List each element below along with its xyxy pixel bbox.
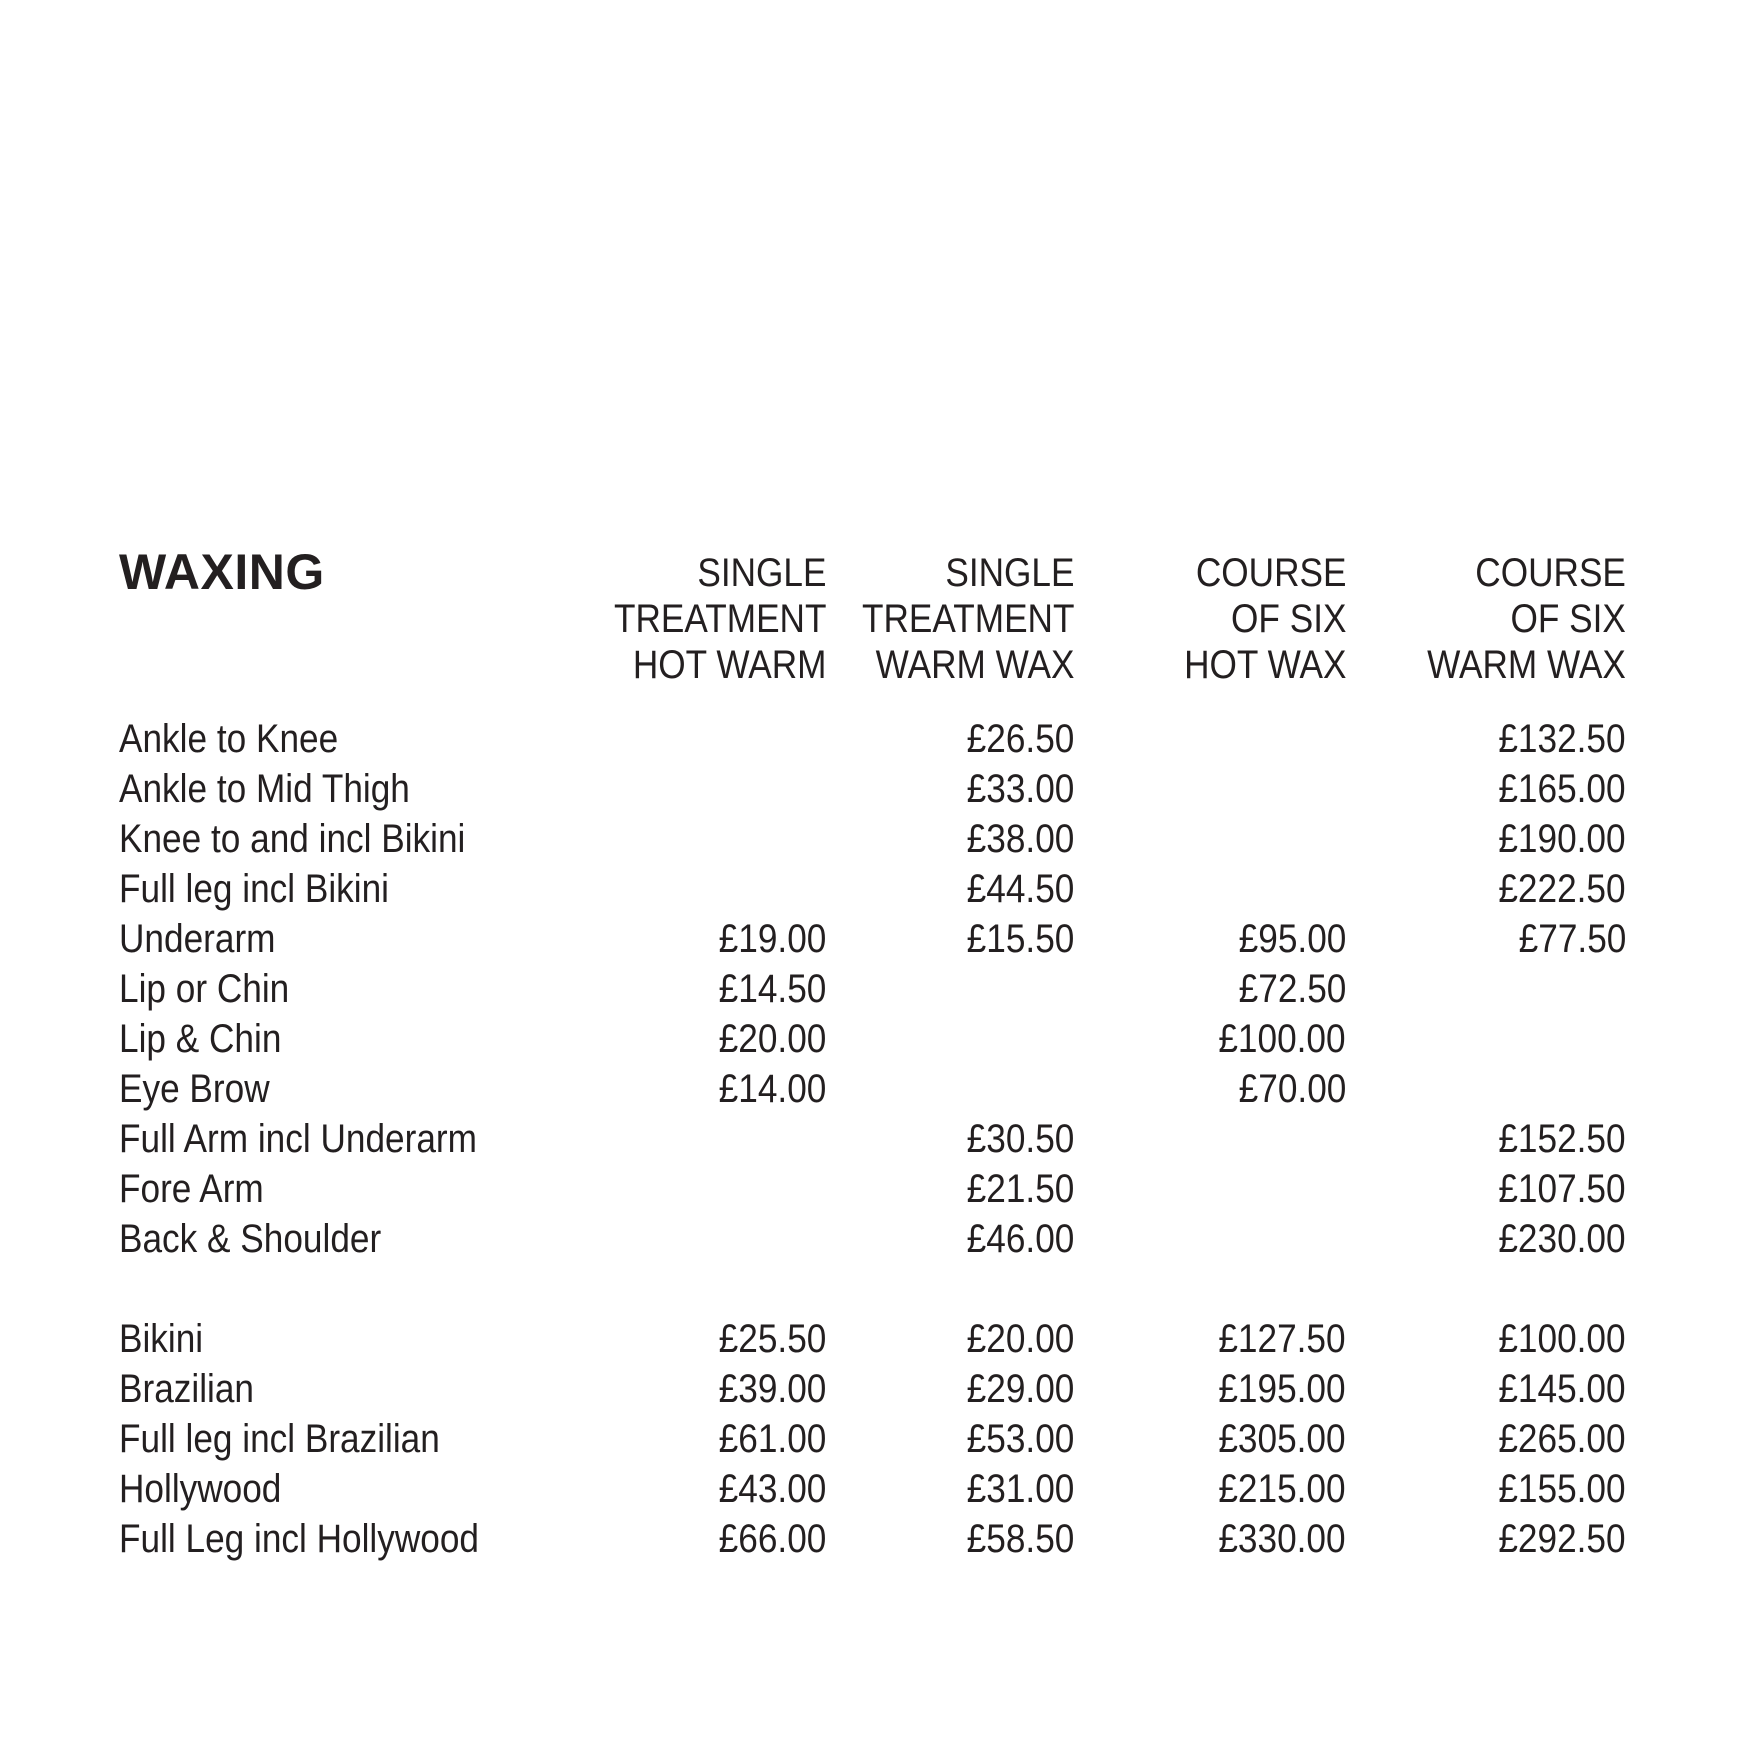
table-row [0, 1214, 1746, 1264]
treatment-name: Knee to and incl Bikini [119, 817, 466, 861]
column-header-single-hot [614, 550, 826, 688]
treatment-name: Brazilian [119, 1367, 254, 1411]
treatment-name: Eye Brow [119, 1067, 270, 1111]
price-course-warm: £190.00 [1498, 817, 1626, 861]
column-header-line: SINGLE [944, 551, 1074, 595]
treatment-name: Fore Arm [119, 1167, 264, 1211]
price-course-warm: £152.50 [1498, 1117, 1626, 1161]
treatment-name: Underarm [119, 917, 276, 961]
column-header-line: OF SIX [1510, 597, 1626, 641]
column-header-line: TREATMENT [613, 597, 826, 641]
price-table-body [0, 714, 1746, 1564]
price-single-warm: £30.50 [966, 1117, 1074, 1161]
column-header-course-warm [1427, 550, 1626, 688]
table-row [0, 1464, 1746, 1514]
table-row [0, 914, 1746, 964]
price-single-warm: £29.00 [966, 1367, 1074, 1411]
price-single-warm: £26.50 [966, 717, 1074, 761]
price-course-warm: £165.00 [1498, 767, 1626, 811]
price-course-warm: £222.50 [1498, 867, 1626, 911]
table-row [0, 814, 1746, 864]
price-single-hot: £19.00 [718, 917, 826, 961]
column-header-course-hot [1184, 550, 1346, 688]
treatment-name: Back & Shoulder [119, 1217, 382, 1261]
price-course-warm: £107.50 [1498, 1167, 1626, 1211]
treatment-name: Ankle to Mid Thigh [119, 767, 410, 811]
table-row [0, 1064, 1746, 1114]
price-course-hot: £127.50 [1218, 1317, 1346, 1361]
price-single-warm: £46.00 [966, 1217, 1074, 1261]
table-row [0, 714, 1746, 764]
table-row [0, 864, 1746, 914]
price-single-warm: £53.00 [966, 1417, 1074, 1461]
treatment-name: Bikini [119, 1317, 204, 1361]
price-single-hot: £43.00 [718, 1467, 826, 1511]
price-single-hot: £14.50 [718, 967, 826, 1011]
section-title: WAXING [119, 544, 325, 600]
treatment-name: Full Leg incl Hollywood [119, 1517, 480, 1561]
price-course-warm: £292.50 [1498, 1517, 1626, 1561]
price-course-warm: £100.00 [1498, 1317, 1626, 1361]
column-header-line: OF SIX [1230, 597, 1346, 641]
table-row [0, 1014, 1746, 1064]
treatment-name: Ankle to Knee [119, 717, 339, 761]
treatment-name: Lip or Chin [119, 967, 290, 1011]
table-row [0, 1114, 1746, 1164]
price-single-warm: £58.50 [966, 1517, 1074, 1561]
price-course-hot: £195.00 [1218, 1367, 1346, 1411]
price-single-hot: £61.00 [718, 1417, 826, 1461]
price-single-warm: £21.50 [966, 1167, 1074, 1211]
price-course-hot: £215.00 [1218, 1467, 1346, 1511]
price-single-warm: £33.00 [966, 767, 1074, 811]
price-course-hot: £70.00 [1238, 1067, 1346, 1111]
price-course-hot: £305.00 [1218, 1417, 1346, 1461]
price-course-warm: £132.50 [1498, 717, 1626, 761]
column-header-line: TREATMENT [861, 597, 1074, 641]
table-row [0, 1314, 1746, 1364]
price-course-hot: £72.50 [1238, 967, 1346, 1011]
treatment-name: Full leg incl Brazilian [119, 1417, 440, 1461]
treatment-name: Full Arm incl Underarm [119, 1117, 477, 1161]
table-row [0, 1164, 1746, 1214]
price-single-warm: £44.50 [966, 867, 1074, 911]
price-course-hot: £95.00 [1238, 917, 1346, 961]
column-header-line: HOT WARM [632, 643, 826, 687]
table-row [0, 1364, 1746, 1414]
price-course-warm: £230.00 [1498, 1217, 1626, 1261]
price-course-warm: £145.00 [1498, 1367, 1626, 1411]
price-single-warm: £20.00 [966, 1317, 1074, 1361]
column-header-single-warm [862, 550, 1074, 688]
price-single-hot: £20.00 [718, 1017, 826, 1061]
price-single-hot: £25.50 [718, 1317, 826, 1361]
treatment-name: Full leg incl Bikini [119, 867, 389, 911]
price-single-warm: £38.00 [966, 817, 1074, 861]
price-single-hot: £66.00 [718, 1517, 826, 1561]
column-header-line: SINGLE [696, 551, 826, 595]
column-header-line: WARM WAX [875, 643, 1074, 687]
column-header-line: COURSE [1195, 551, 1346, 595]
price-single-hot: £14.00 [718, 1067, 826, 1111]
price-single-hot: £39.00 [718, 1367, 826, 1411]
table-row [0, 964, 1746, 1014]
table-row [0, 764, 1746, 814]
price-course-warm: £265.00 [1498, 1417, 1626, 1461]
price-single-warm: £31.00 [966, 1467, 1074, 1511]
table-row [0, 1514, 1746, 1564]
price-course-warm: £77.50 [1518, 917, 1626, 961]
table-row [0, 1414, 1746, 1464]
column-header-line: COURSE [1475, 551, 1626, 595]
column-header-line: HOT WAX [1183, 643, 1346, 687]
price-course-hot: £330.00 [1218, 1517, 1346, 1561]
price-course-warm: £155.00 [1498, 1467, 1626, 1511]
treatment-name: Hollywood [119, 1467, 282, 1511]
column-header-line: WARM WAX [1427, 643, 1626, 687]
treatment-name: Lip & Chin [119, 1017, 282, 1061]
price-single-warm: £15.50 [966, 917, 1074, 961]
price-course-hot: £100.00 [1218, 1017, 1346, 1061]
